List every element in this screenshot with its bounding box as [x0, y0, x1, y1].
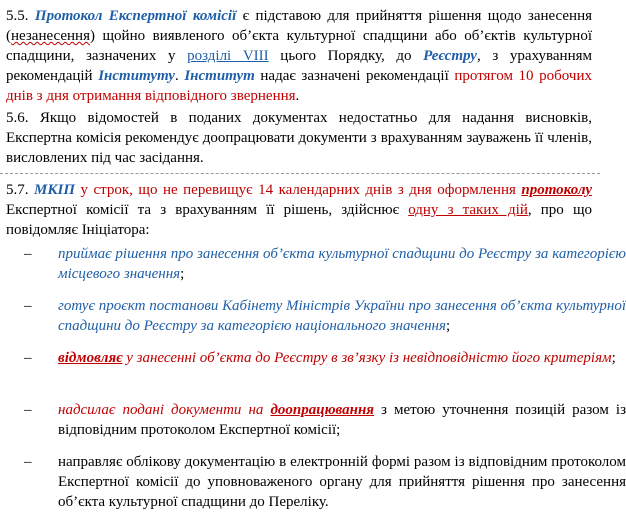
spellcheck-word: незанесення — [11, 28, 90, 44]
dash-bullet: – — [24, 246, 32, 262]
deadline-text: протягом 10 робочих днів з дня отримання відповідного звернення — [6, 68, 592, 104]
text-run: Експертної комісії та з врахуванням її рішень, здійснює — [6, 202, 409, 218]
paragraph-5-7 — [6, 180, 592, 240]
section-divider — [0, 173, 600, 174]
dash-bullet: – — [24, 298, 32, 314]
list-item-text: надсилає подані документи на — [58, 402, 271, 418]
list-item-text: з метою уточнення позицій разом із відповідним протоколом Експертної комісії; — [58, 402, 626, 438]
revision-term: доопрацювання — [270, 402, 374, 418]
institute-term: Інститут — [184, 68, 255, 84]
text-run: ) щойно виявленого об’єкта культурної спадщини або об’єктів культурної спадщини, зазначених у — [6, 28, 592, 64]
text-run: ; — [611, 350, 616, 366]
registry-term: Реєстру — [423, 48, 477, 64]
text-run: , з урахуванням рекомендацій — [6, 48, 592, 84]
protocol-term: протоколу — [521, 182, 593, 198]
clause-number: 5.5. — [6, 8, 35, 24]
dash-bullet: – — [24, 402, 32, 418]
ministry-term: МКІП — [34, 182, 76, 198]
text-run: . — [174, 68, 185, 84]
list-item-text: готує проєкт постанови Кабінету Міністрів України про занесення об’єкта культурної спадщини до Реєстру за категорією національного значення — [58, 298, 626, 334]
institute-term: Інституту — [98, 68, 175, 84]
text-run: . — [295, 88, 300, 104]
text-run: є підставою для прийняття рішення щодо занесення ( — [6, 8, 593, 44]
clause-number: 5.7. — [6, 182, 34, 198]
text-run: ; — [180, 266, 185, 282]
text-run: надає зазначені рекомендації — [254, 68, 455, 84]
actions-term: одну з таких дій — [408, 202, 528, 218]
list-item — [24, 296, 626, 336]
list-item — [24, 400, 626, 440]
section-link[interactable]: розділі VIII — [187, 48, 269, 64]
deadline-text: у строк, що не перевищує 14 календарних днів з дня оформлення — [75, 182, 522, 198]
list-item-text: у занесенні об’єкта до Реєстру в зв’язку із невідповідністю його критеріям — [122, 350, 612, 366]
paragraph-5-6: 5.6. Якщо відомостей в поданих документах недостатньо для надання висновків, Експертна комісія рекомендує доопрацювати документи з врахуванням зауважень її членів, висловлених під час засідання. — [6, 110, 592, 166]
dash-bullet: – — [24, 350, 32, 366]
list-item — [24, 244, 626, 284]
list-item-text: приймає рішення про занесення об’єкта культурної спадщини до Реєстру за категорією місцевого значення — [58, 246, 626, 282]
list-item — [24, 452, 626, 512]
paragraph-5-5 — [6, 6, 592, 106]
list-item — [24, 348, 626, 368]
text-run: ; — [445, 318, 451, 334]
dash-bullet: – — [24, 454, 32, 470]
list-item-text: направляє облікову документацію в електронній формі разом із відповідним протоколом Експертної комісії до уповноваженого органу для прийняття рішення про занесення об’єкта культурної спадщини до Переліку. — [58, 454, 626, 510]
refuses-term: відмовляє — [58, 350, 123, 366]
protocol-title: Протокол Експертної комісії — [34, 8, 237, 24]
text-run: , про що повідомляє Ініціатора: — [6, 202, 592, 238]
text-run: цього Порядку, до — [268, 48, 424, 64]
